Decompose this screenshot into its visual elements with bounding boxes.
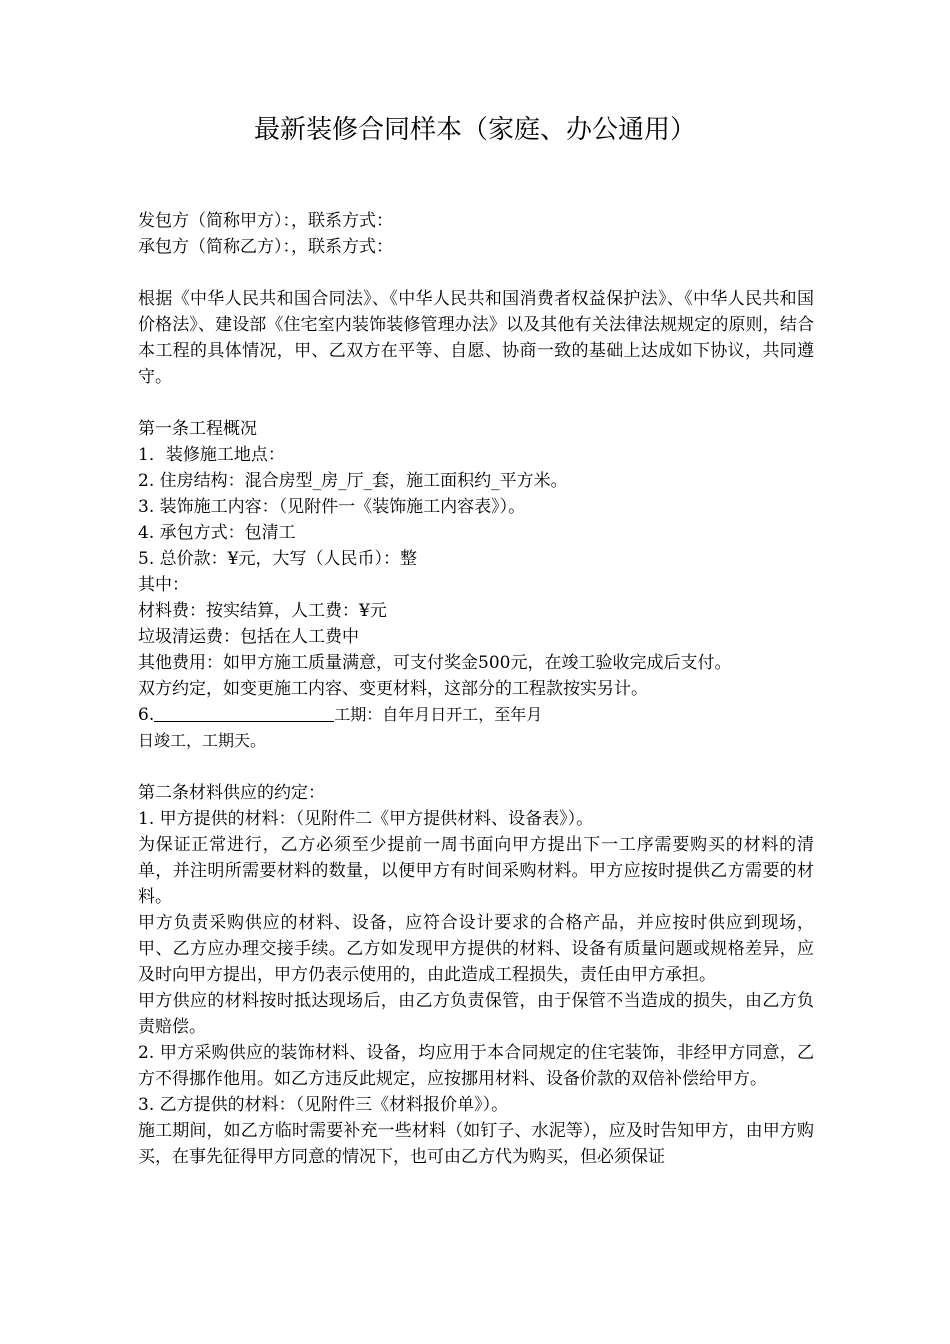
- spacer: [138, 260, 814, 286]
- document-body: [138, 208, 814, 1170]
- article2-paragraph: 甲方供应的材料按时抵达现场后，由乙方负责保管，由于保管不当造成的损失，由乙方负责赔偿。: [138, 991, 814, 1037]
- article2-item1: 1. 甲方提供的材料：（见附件二《甲方提供材料、设备表》）。: [138, 809, 594, 829]
- article1-item: 4. 承包方式：包清工: [138, 523, 296, 543]
- article2-item2: 2. 甲方采购供应的装饰材料、设备，均应用于本合同规定的住宅装饰，非经甲方同意，乙方不得挪作他用。如乙方违反此规定，应按挪用材料、设备价款的双倍补偿给甲方。: [138, 1043, 814, 1089]
- article2-item3: 3. 乙方提供的材料：（见附件三《材料报价单》）。: [138, 1095, 509, 1115]
- item6-text: 工期：自年月日开工，至年月: [334, 705, 543, 724]
- article2-paragraph: 为保证正常进行，乙方必须至少提前一周书面向甲方提出下一工序需要购买的材料的清单，并注明所需要材料的数量，以便甲方有时间采购材料。甲方应按时提供乙方需要的材料。: [138, 835, 814, 907]
- item6-prefix: 6.: [138, 705, 155, 725]
- article2-paragraph: 施工期间，如乙方临时需要补充一些材料（如钉子、水泥等），应及时告知甲方，由甲方购买，在事先征得甲方同意的情况下，也可由乙方代为购买，但必须保证: [138, 1121, 814, 1167]
- party-b-line: 承包方（简称乙方）：，联系方式：: [138, 237, 393, 257]
- spacer: [138, 390, 814, 416]
- party-a-line: 发包方（简称甲方）：，联系方式：: [138, 211, 393, 231]
- article1-item: 1．装修施工地点：: [138, 445, 285, 465]
- preamble-paragraph: 根据《中华人民共和国合同法》、《中华人民共和国消费者权益保护法》、《中华人民共和国价格法》、建设部《住宅室内装饰装修管理办法》以及其他有关法律法规规定的原则，结合本工程的具体情况，甲、乙双方在平等、自愿、协商一致的基础上达成如下协议，共同遵守。: [138, 289, 814, 387]
- article1-item: 2. 住房结构：混合房型_房_厅_套，施工面积约_平方米。: [138, 471, 568, 491]
- item6-line: [138, 702, 814, 728]
- article2-heading: 第二条材料供应的约定：: [138, 783, 325, 803]
- material-fee-line: 材料费：按实结算，人工费：¥元: [138, 601, 387, 621]
- breakdown-label: 其中：: [138, 575, 189, 595]
- article1-item: 5. 总价款：¥元，大写（人民币）：整: [138, 549, 417, 569]
- spacer: [138, 754, 814, 780]
- other-fee-line: 其他费用：如甲方施工质量满意，可支付奖金500元，在竣工验收完成后支付。: [138, 653, 732, 673]
- article2-paragraph: 甲方负责采购供应的材料、设备，应符合设计要求的合格产品，并应按时供应到现场，甲、乙方应办理交接手续。乙方如发现甲方提供的材料、设备有质量问题或规格差异，应及时向甲方提出，甲方仍表示使用的，由此造成工程损失，责任由甲方承担。: [138, 913, 814, 985]
- article1-heading: 第一条工程概况: [138, 419, 257, 439]
- article1-item: 3. 装饰施工内容：（见附件一《装饰施工内容表》）。: [138, 497, 526, 517]
- document-title: 最新装修合同样本（家庭、办公通用）: [253, 115, 696, 145]
- item6-continuation: 日竣工，工期天。: [138, 731, 267, 750]
- change-clause-line: 双方约定，如变更施工内容、变更材料，这部分的工程款按实另计。: [138, 679, 648, 699]
- blank-underline: [154, 704, 334, 722]
- garbage-fee-line: 垃圾清运费：包括在人工费中: [138, 627, 359, 647]
